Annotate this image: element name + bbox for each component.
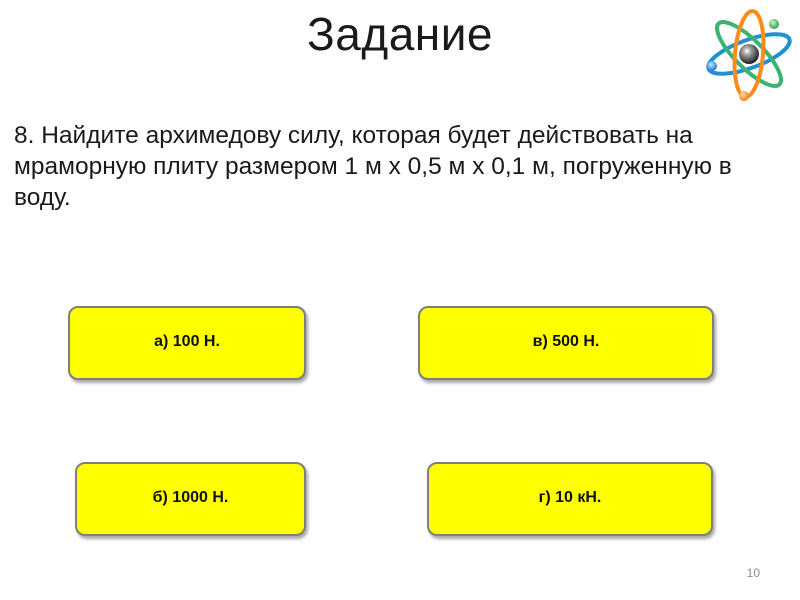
electron-blue (707, 61, 717, 71)
slide-number: 10 (746, 566, 760, 580)
answer-g-label: г) 10 кН. (538, 489, 602, 506)
answer-v-button[interactable] (418, 306, 714, 380)
electron-orange (739, 91, 749, 101)
question-text: 8. Найдите архимедову силу, которая будет действовать на мраморную плиту размером 1 м х 0,5 м х 0,1 м, погруженную в воду. (14, 122, 732, 211)
electron-green (769, 19, 779, 29)
answer-b-button[interactable] (75, 462, 306, 536)
answer-b-label: б) 1000 Н. (152, 489, 229, 506)
nucleus (739, 44, 759, 64)
answer-v-label: в) 500 Н. (532, 333, 600, 350)
atom-icon (700, 4, 798, 104)
answer-g-button[interactable] (427, 462, 713, 536)
atom-svg (700, 4, 798, 104)
answer-a-label: а) 100 Н. (154, 333, 220, 350)
slide-title: Задание (307, 8, 493, 60)
answer-a-button[interactable] (68, 306, 306, 380)
